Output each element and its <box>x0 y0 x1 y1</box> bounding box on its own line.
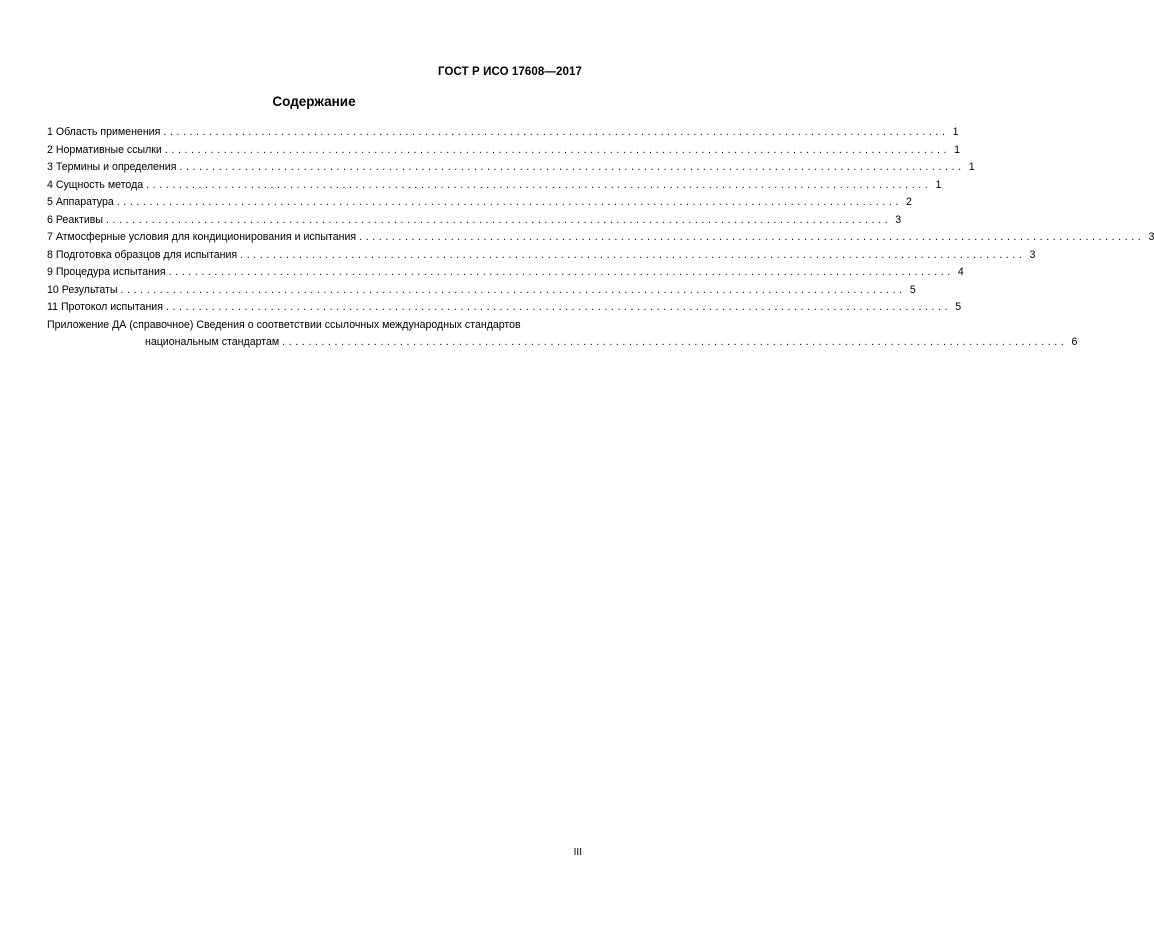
toc-item-page: 5 <box>955 301 962 313</box>
toc-item-label: 9 Процедура испытания <box>47 266 166 278</box>
standard-code-header: ГОСТ Р ИСО 17608—2017 <box>437 66 582 78</box>
toc-leader-dots: ........................................................................................................................ <box>168 266 954 278</box>
toc-leader-dots: ........................................................................................................................ <box>282 336 1068 348</box>
toc-item-page: 3 <box>1148 231 1154 243</box>
toc-item-page: 3 <box>1029 248 1036 261</box>
toc-appendix-line-2[interactable] <box>47 334 1078 352</box>
toc-item-page: 5 <box>909 283 916 296</box>
toc-item-label: 1 Область применения <box>47 126 161 138</box>
toc-item-6[interactable] <box>47 212 902 230</box>
toc-item-page: 2 <box>906 196 912 208</box>
toc-item-page: 6 <box>1071 336 1078 348</box>
toc-leader-dots: ........................................................................................................................ <box>146 178 932 191</box>
toc-item-label: 7 Атмосферные условия для кондиционирования и испытания <box>47 231 357 243</box>
toc-item-10[interactable] <box>47 282 916 300</box>
toc-item-3[interactable] <box>47 159 975 177</box>
toc-item-9[interactable] <box>47 264 964 282</box>
toc-item-label: 8 Подготовка образцов для испытания <box>47 248 238 261</box>
toc-item-label: 4 Сущность метода <box>47 178 144 191</box>
toc-item-page: 1 <box>952 126 959 138</box>
toc-item-8[interactable] <box>47 247 1036 265</box>
page-title: Содержание <box>272 94 356 109</box>
toc-item-page: 1 <box>935 178 942 191</box>
toc-item-page: 3 <box>895 213 902 226</box>
toc-item-label: 2 Нормативные ссылки <box>47 143 162 156</box>
toc-item-label: национальным стандартам <box>145 336 280 348</box>
toc-item-page: 1 <box>954 143 961 156</box>
toc-item-label: 11 Протокол испытания <box>47 301 163 313</box>
toc-item-7[interactable] <box>47 229 1154 247</box>
table-of-contents <box>47 124 1154 352</box>
toc-leader-dots: ........................................................................................................................ <box>116 196 902 208</box>
toc-item-label: 3 Термины и определения <box>47 161 177 173</box>
toc-appendix-line-1[interactable]: Приложение ДА (справочное) Сведения о соответствии ссылочных международных стандартов <box>47 318 521 331</box>
toc-item-2[interactable] <box>47 142 961 160</box>
toc-leader-dots: ........................................................................................................................ <box>179 161 965 173</box>
toc-item-label: 10 Результаты <box>47 283 118 296</box>
toc-leader-dots: ........................................................................................................................ <box>359 231 1145 243</box>
toc-item-1[interactable] <box>47 124 959 142</box>
toc-leader-dots: ........................................................................................................................ <box>165 301 952 313</box>
toc-item-page: 4 <box>957 266 964 278</box>
toc-item-page: 1 <box>968 161 975 173</box>
page-number-footer: III <box>573 847 582 858</box>
toc-leader-dots: ........................................................................................................................ <box>105 213 892 226</box>
toc-leader-dots: ........................................................................................................................ <box>120 283 906 296</box>
toc-item-4[interactable] <box>47 177 942 195</box>
toc-leader-dots: ........................................................................................................................ <box>163 126 949 138</box>
toc-item-5[interactable] <box>47 194 912 212</box>
toc-item-label: 5 Аппаратура <box>47 196 114 208</box>
toc-item-label: 6 Реактивы <box>47 213 103 226</box>
toc-leader-dots: ........................................................................................................................ <box>240 248 1026 261</box>
toc-item-11[interactable] <box>47 299 962 317</box>
toc-leader-dots: ........................................................................................................................ <box>164 143 951 156</box>
